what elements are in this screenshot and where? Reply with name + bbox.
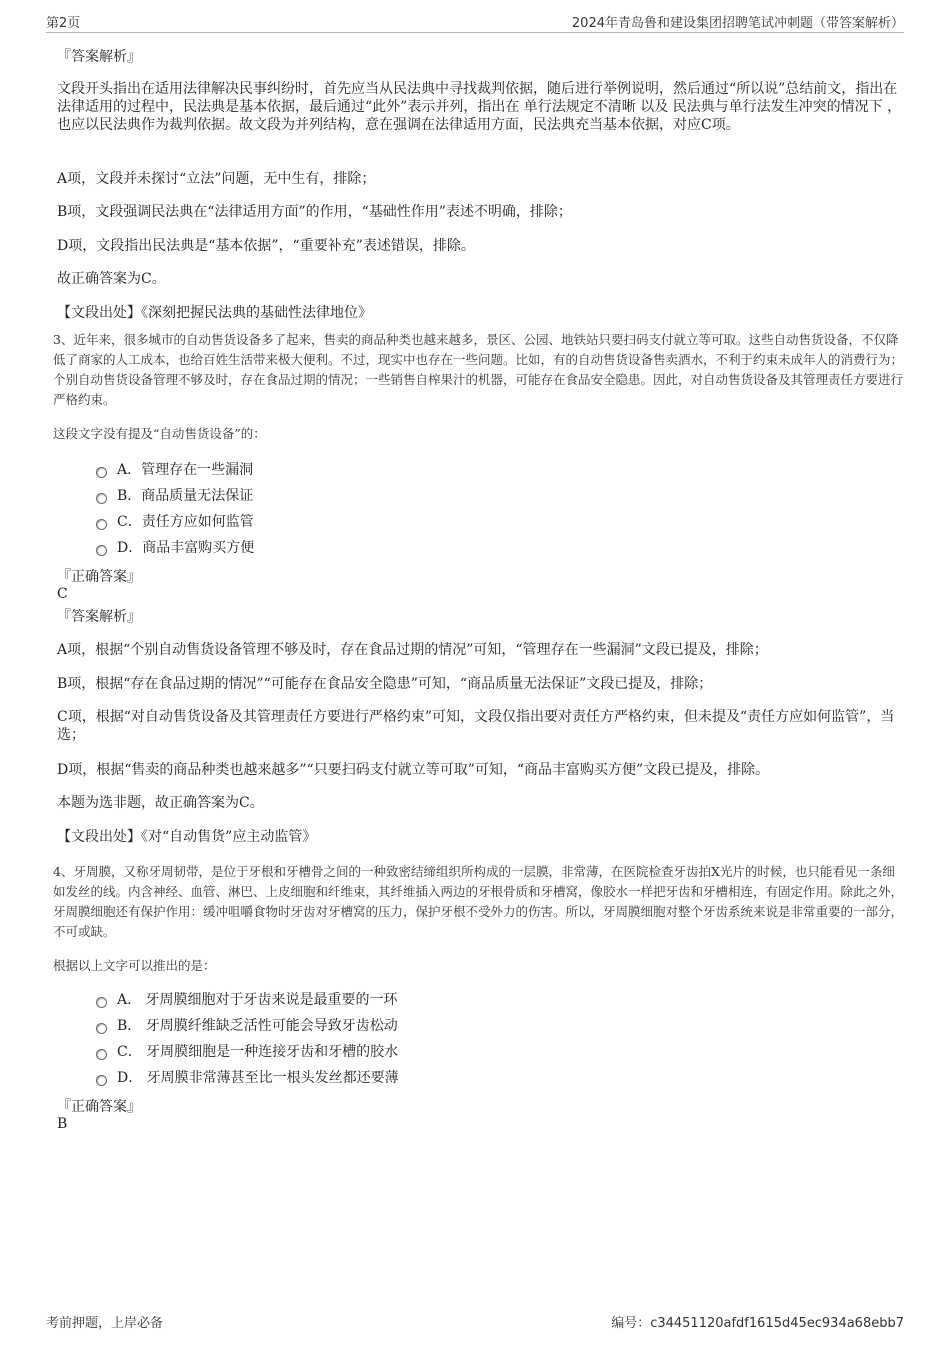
q3-answer-label: 『正确答案』	[57, 569, 141, 585]
q2-analysis-d: D项，文段指出民法典是“基本依据”，“重要补充”表述错误，排除。	[57, 238, 475, 254]
q3-conclusion: 本题为选非题，故正确答案为C。	[57, 795, 264, 811]
radio-icon[interactable]	[96, 493, 107, 504]
option-label: C．责任方应如何监管	[117, 514, 254, 530]
q2-source: 【文段出处】《深刻把握民法典的基础性法律地位》	[57, 305, 372, 321]
q3-option-d[interactable]	[96, 538, 254, 558]
radio-icon[interactable]	[96, 519, 107, 530]
q3-analysis-d: D项，根据“售卖的商品种类也越来越多”“只要扫码支付就立等可取”可知，“商品丰富购买方便”文段已提及，排除。	[57, 762, 770, 778]
q3-question: 这段文字没有提及“自动售货设备”的：	[53, 426, 266, 441]
q4-answer: B	[57, 1116, 68, 1132]
q3-analysis-label: 『答案解析』	[57, 609, 141, 625]
q4-option-c[interactable]	[96, 1042, 398, 1062]
q3-analysis-c: C项，根据“对自动售货设备及其管理责任方要进行严格约束”可知，文段仅指出要对责任方严格约束，但未提及“责任方应如何监管”，当选；	[57, 709, 895, 743]
q2-analysis-b: B项，文段强调民法典在“法律适用方面”的作用，“基础性作用”表述不明确，排除；	[57, 204, 572, 220]
option-label: D． 牙周膜非常薄甚至比一根头发丝都还要薄	[117, 1070, 399, 1086]
option-label: B．商品质量无法保证	[117, 488, 254, 504]
option-label: B． 牙周膜纤维缺乏活性可能会导致牙齿松动	[117, 1018, 398, 1034]
q2-analysis-a: A项，文段并未探讨“立法”问题，无中生有，排除；	[57, 171, 376, 187]
radio-icon[interactable]	[96, 1023, 107, 1034]
radio-icon[interactable]	[96, 467, 107, 478]
page-number: 第2页	[46, 16, 81, 31]
document-title: 2024年青岛鲁和建设集团招聘笔试冲刺题（带答案解析）	[571, 16, 904, 31]
q3-answer: C	[57, 586, 68, 602]
document-id: 编号：c34451120afdf1615d45ec934a68ebb7	[611, 1316, 904, 1331]
q3-option-c[interactable]	[96, 512, 254, 532]
q4-option-a[interactable]	[96, 990, 398, 1010]
radio-icon[interactable]	[96, 545, 107, 556]
q4-question: 根据以上文字可以推出的是：	[53, 958, 216, 973]
q2-conclusion: 故正确答案为C。	[57, 271, 166, 287]
option-label: C． 牙周膜细胞是一种连接牙齿和牙槽的胶水	[117, 1044, 399, 1060]
q2-analysis-label: 『答案解析』	[57, 49, 141, 65]
page-header	[46, 12, 904, 32]
q4-passage: 4、牙周膜，又称牙周韧带，是位于牙根和牙槽骨之间的一种致密结缔组织所构成的一层膜，非常薄，在医院检查牙齿拍X光片的时候，也只能看见一条细如发丝的线。内含神经、血管、淋巴、上皮细胞和纤维束，其纤维插入两边的牙根骨质和牙槽窝，像胶水一样把牙齿和牙槽相连，有固定作用。除此之外，牙周膜细胞还有保护作用：缓冲咀嚼食物时牙齿对牙槽窝的压力，保护牙根不受外力的伤害。所以，牙周膜细胞对整个牙齿系统来说是非常重要的一部分，不可或缺。	[53, 864, 904, 939]
q3-analysis-b: B项，根据“存在食品过期的情况”“可能存在食品安全隐患”可知，“商品质量无法保证”文段已提及，排除；	[57, 676, 713, 692]
option-label: A．管理存在一些漏洞	[117, 462, 254, 478]
option-label: A． 牙周膜细胞对于牙齿来说是最重要的一环	[117, 992, 398, 1008]
q4-option-d[interactable]	[96, 1068, 399, 1088]
q4-answer-label: 『正确答案』	[57, 1099, 141, 1115]
q2-analysis-text: 文段开头指出在适用法律解决民事纠纷时，首先应当从民法典中寻找裁判依据，随后进行举例说明，然后通过“所以说”总结前文，指出在法律适用的过程中，民法典是基本依据，最后通过“此外”表示并列，指出在 单行法规定不清晰 以及 民法典与单行法发生冲突的情况下 ，也应以民法典作为裁判依据。故文段为并列结构，意在强调在法律适用方面，民法典充当基本依据，对应C项。	[57, 81, 902, 133]
radio-icon[interactable]	[96, 1075, 107, 1086]
q3-analysis-a: A项，根据“个别自动售货设备管理不够及时，存在食品过期的情况”可知，“管理存在一些漏洞”文段已提及，排除；	[57, 642, 768, 658]
option-label: D．商品丰富购买方便	[117, 540, 255, 556]
header-divider	[46, 32, 904, 33]
q3-option-b[interactable]	[96, 486, 253, 506]
q4-option-b[interactable]	[96, 1016, 398, 1036]
radio-icon[interactable]	[96, 1049, 107, 1060]
q3-option-a[interactable]	[96, 460, 253, 480]
q3-source: 【文段出处】《对“自动售货”应主动监管》	[57, 829, 317, 845]
footer-slogan: 考前押题，上岸必备	[46, 1316, 164, 1331]
radio-icon[interactable]	[96, 997, 107, 1008]
q3-passage: 3、近年来，很多城市的自动售货设备多了起来，售卖的商品种类也越来越多，景区、公园、地铁站只要扫码支付就立等可取。这些自动售货设备，不仅降低了商家的人工成本，也给百姓生活带来极大便利。不过，现实中也存在一些问题。比如，有的自动售货设备售卖酒水，不利于约束未成年人的消费行为；个别自动售货设备管理不够及时，存在食品过期的情况；一些销售自榨果汁的机器，可能存在食品安全隐患。因此，对自动售货设备及其管理责任方要进行严格约束。	[53, 332, 904, 407]
